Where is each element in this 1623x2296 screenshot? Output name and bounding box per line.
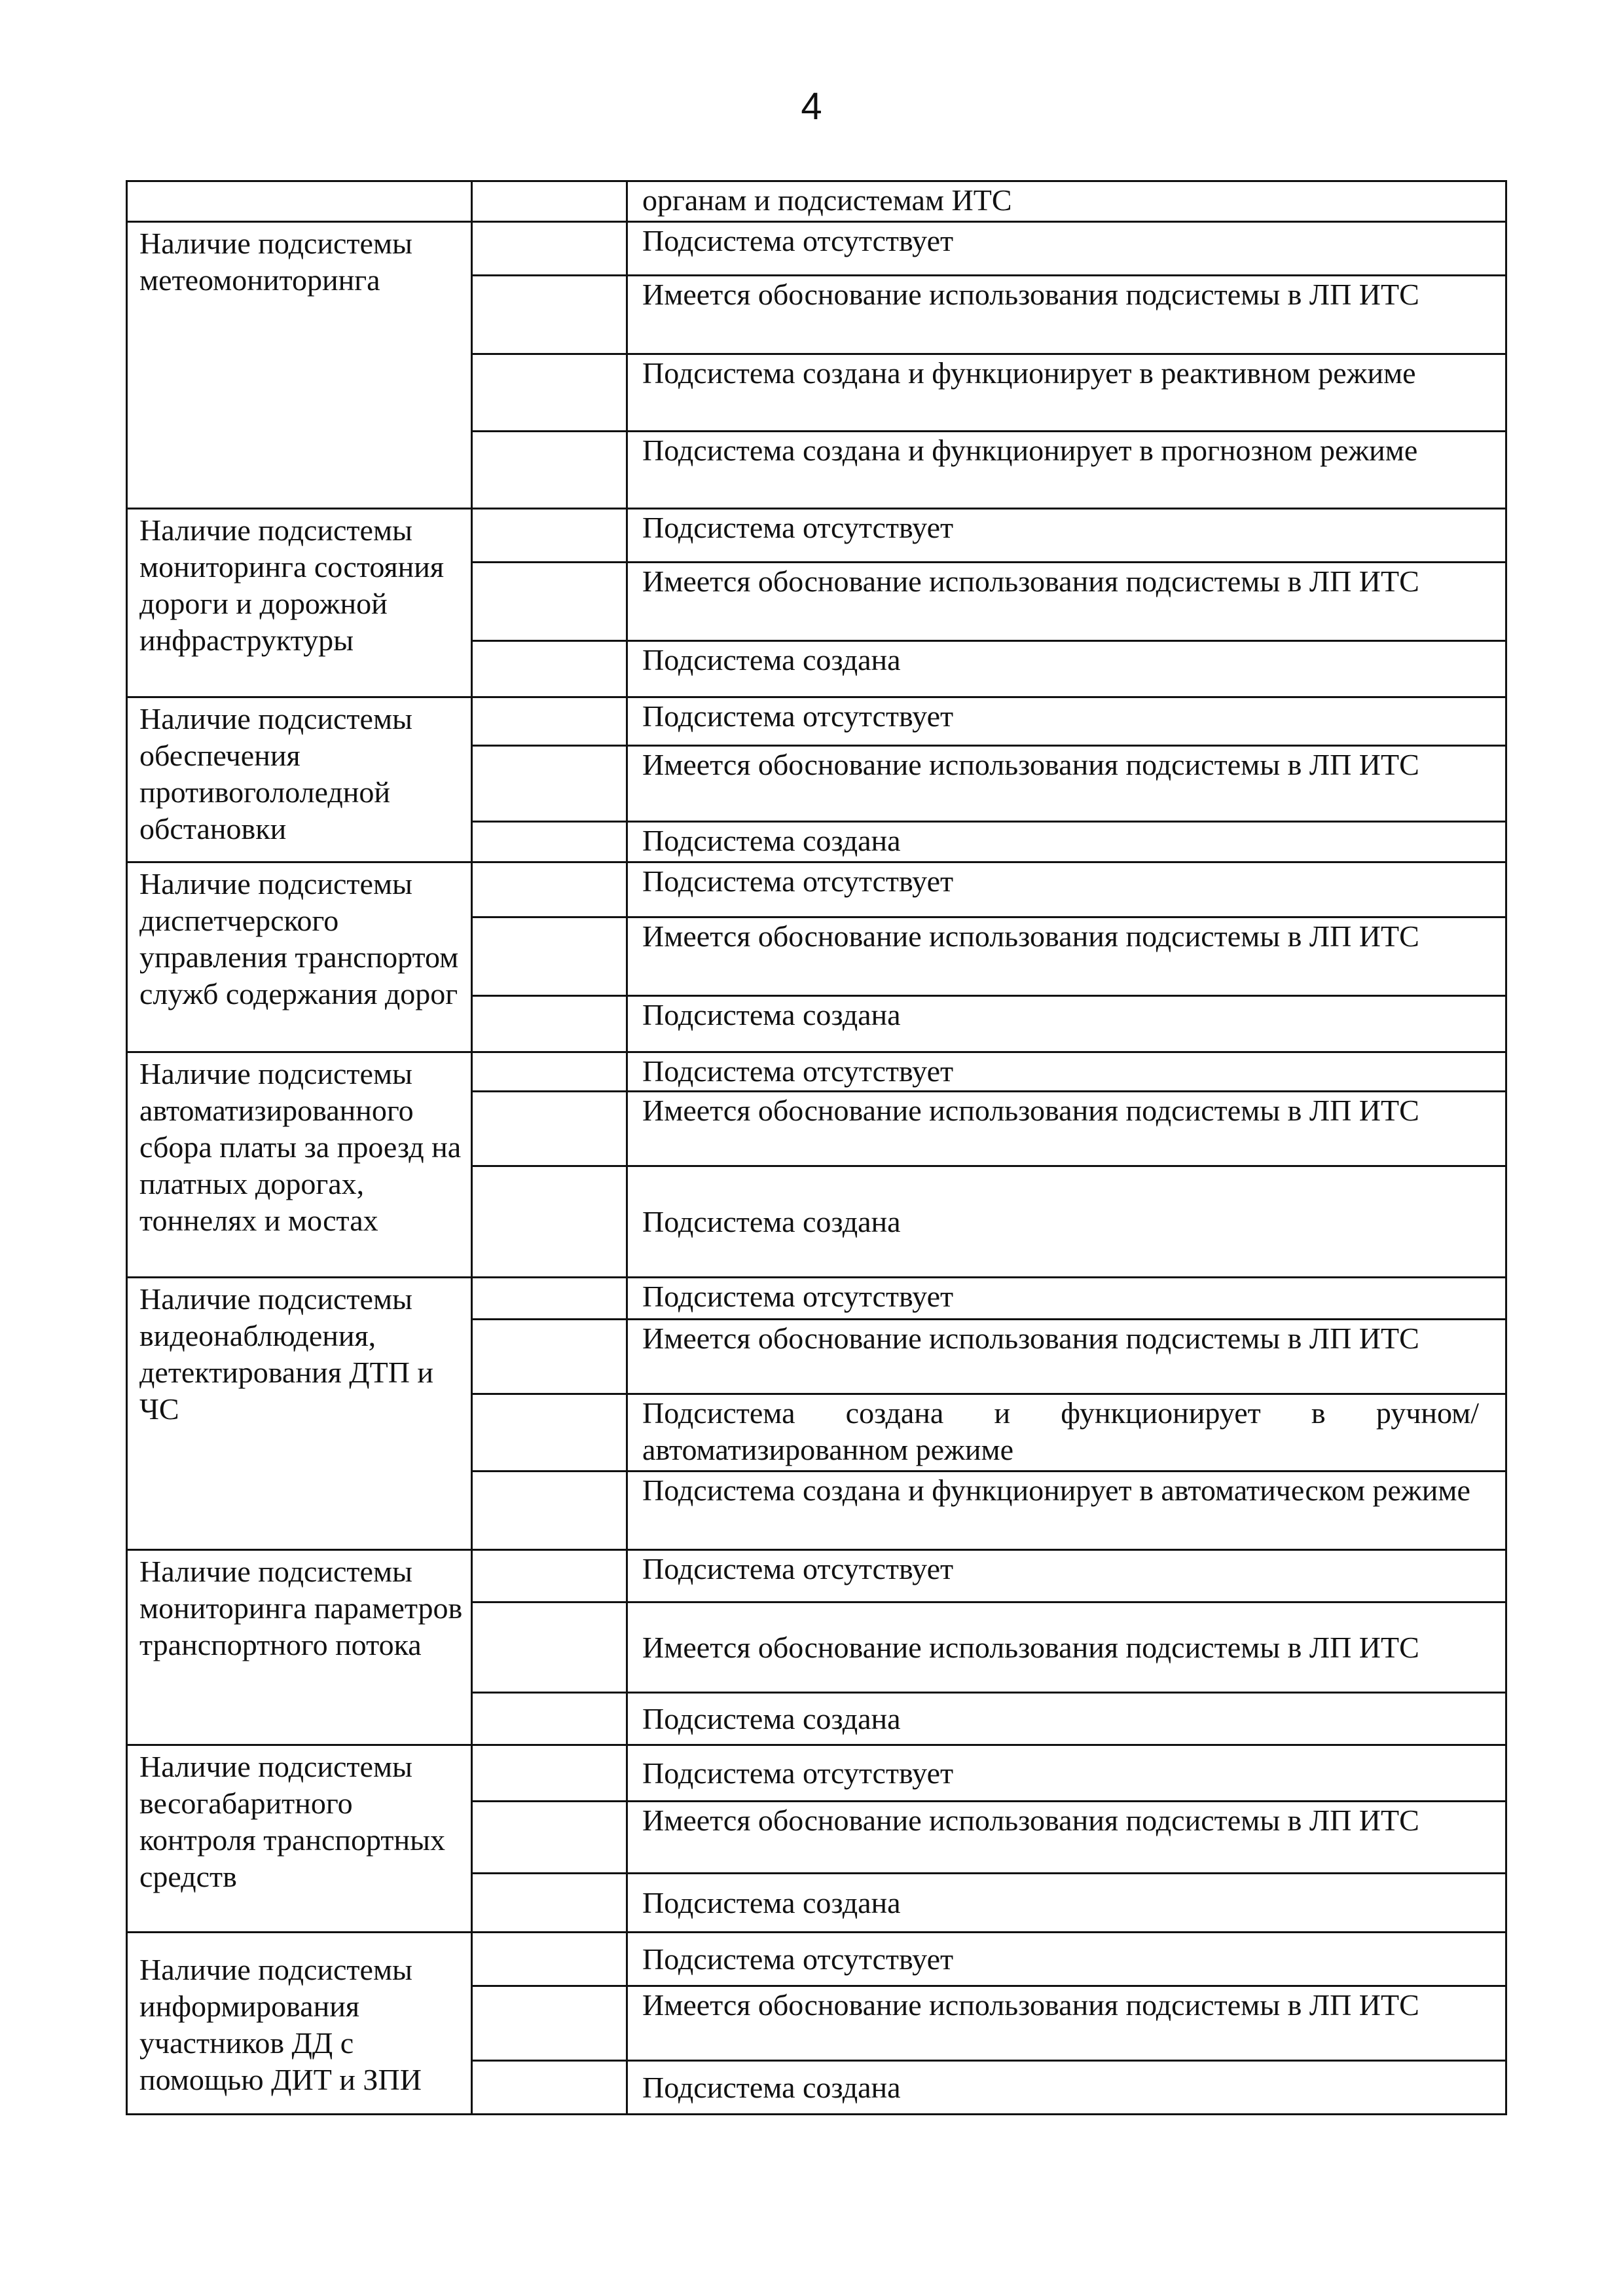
table-row (127, 181, 1506, 222)
option-text: Подсистема отсутствует (642, 1552, 954, 1585)
option-text: Подсистема отсутствует (642, 864, 954, 898)
option-cell (627, 862, 1506, 917)
criterion-name: Наличие подсистемы весогабаритного контроля транспортных средств (127, 1745, 472, 1933)
option-cell (627, 1874, 1506, 1933)
option-cell (627, 1802, 1506, 1874)
score-cell (472, 1052, 627, 1092)
option-cell (627, 917, 1506, 996)
option-cell (627, 1166, 1506, 1278)
table-row (127, 1052, 1506, 1092)
table-row (127, 697, 1506, 746)
option-text: Подсистема создана (642, 998, 901, 1031)
criterion-name: Наличие подсистемы метеомониторинга (127, 222, 472, 509)
option-text: Имеется обоснование использования подсистемы в ЛП ИТС (642, 1630, 1419, 1664)
option-cell (627, 1052, 1506, 1092)
option-text: Подсистема отсутствует (642, 224, 954, 257)
score-cell (472, 996, 627, 1052)
option-text: Подсистема отсутствует (642, 699, 954, 733)
table-row (127, 862, 1506, 917)
score-cell (472, 917, 627, 996)
option-cell (627, 1394, 1506, 1472)
table-row (127, 509, 1506, 563)
option-text: Подсистема создана и функционирует в ручном/автоматизированном режиме (642, 1396, 1479, 1466)
score-cell (472, 1602, 627, 1693)
option-cell (627, 354, 1506, 432)
criterion-name: Наличие подсистемы мониторинга состояния дороги и дорожной инфраструктуры (127, 509, 472, 697)
option-text: Подсистема отсутствует (642, 1280, 954, 1313)
criterion-name: Наличие подсистемы автоматизированного сбора платы за проезд на платных дорогах, тоннелях и мостах (127, 1052, 472, 1278)
option-cell (627, 1472, 1506, 1550)
criteria-table (126, 180, 1507, 2115)
table-row (127, 1745, 1506, 1802)
score-cell (472, 1320, 627, 1394)
score-cell (472, 432, 627, 509)
score-cell (472, 2061, 627, 2115)
criterion-name: Наличие подсистемы мониторинга параметров транспортного потока (127, 1550, 472, 1745)
table-row (127, 1278, 1506, 1320)
table-row (127, 222, 1506, 276)
option-text: Подсистема отсутствует (642, 1756, 954, 1790)
score-cell (472, 746, 627, 822)
score-cell (472, 509, 627, 563)
criterion-name-empty (127, 181, 472, 222)
score-cell (472, 1802, 627, 1874)
table-row (127, 1933, 1506, 1986)
option-text: Подсистема отсутствует (642, 1054, 954, 1088)
option-text: Имеется обоснование использования подсистемы в ЛП ИТС (642, 565, 1419, 598)
option-text: Подсистема создана (642, 824, 901, 857)
option-cell (627, 509, 1506, 563)
score-cell (472, 1092, 627, 1166)
score-cell (472, 1550, 627, 1602)
option-cell (627, 1550, 1506, 1602)
score-cell (472, 822, 627, 862)
option-text: Подсистема создана и функционирует в прогнозном режиме (642, 434, 1418, 467)
option-text: Имеется обоснование использования подсистемы в ЛП ИТС (642, 1094, 1419, 1127)
score-cell (472, 181, 627, 222)
option-text: Подсистема создана (642, 1204, 901, 1238)
option-text: Имеется обоснование использования подсистемы в ЛП ИТС (642, 1988, 1419, 2022)
option-cell (627, 1933, 1506, 1986)
option-cell (627, 563, 1506, 641)
score-cell (472, 222, 627, 276)
continuation-text: органам и подсистемам ИТС (642, 183, 1012, 217)
score-cell (472, 1472, 627, 1550)
option-cell (627, 1092, 1506, 1166)
option-text: Имеется обоснование использования подсистемы в ЛП ИТС (642, 278, 1419, 311)
option-text: Имеется обоснование использования подсистемы в ЛП ИТС (642, 919, 1419, 953)
option-cell (627, 2061, 1506, 2115)
score-cell (472, 1693, 627, 1745)
option-cell (627, 1278, 1506, 1320)
option-text: Имеется обоснование использования подсистемы в ЛП ИТС (642, 748, 1419, 781)
criterion-name: Наличие подсистемы видеонаблюдения, детектирования ДТП и ЧС (127, 1278, 472, 1550)
criterion-name: Наличие подсистемы обеспечения противогололедной обстановки (127, 697, 472, 862)
option-text: Подсистема создана и функционирует в автоматическом режиме (642, 1473, 1470, 1507)
option-text: Подсистема создана (642, 2070, 901, 2104)
option-cell (627, 746, 1506, 822)
option-text: Подсистема отсутствует (642, 511, 954, 544)
option-text: Подсистема создана (642, 1701, 901, 1735)
score-cell (472, 354, 627, 432)
page-number: 4 (801, 85, 822, 128)
option-cell (627, 432, 1506, 509)
option-text: Подсистема отсутствует (642, 1942, 954, 1976)
score-cell (472, 1933, 627, 1986)
table-row (127, 1550, 1506, 1602)
option-text: Подсистема создана (642, 1885, 901, 1919)
option-cell (627, 641, 1506, 697)
option-text: Имеется обоснование использования подсистемы в ЛП ИТС (642, 1804, 1419, 1837)
option-text: Подсистема создана и функционирует в реактивном режиме (642, 356, 1416, 390)
option-cell (627, 181, 1506, 222)
score-cell (472, 697, 627, 746)
option-cell (627, 1745, 1506, 1802)
option-cell (627, 697, 1506, 746)
score-cell (472, 1986, 627, 2061)
option-cell (627, 276, 1506, 354)
score-cell (472, 1745, 627, 1802)
score-cell (472, 563, 627, 641)
score-cell (472, 641, 627, 697)
option-cell (627, 1602, 1506, 1693)
option-cell (627, 1693, 1506, 1745)
criterion-name: Наличие подсистемы диспетчерского управления транспортом служб содержания дорог (127, 862, 472, 1052)
score-cell (472, 1278, 627, 1320)
option-cell (627, 822, 1506, 862)
score-cell (472, 862, 627, 917)
score-cell (472, 1874, 627, 1933)
score-cell (472, 1394, 627, 1472)
option-text: Имеется обоснование использования подсистемы в ЛП ИТС (642, 1322, 1419, 1355)
score-cell (472, 1166, 627, 1278)
option-cell (627, 1986, 1506, 2061)
option-cell (627, 1320, 1506, 1394)
score-cell (472, 276, 627, 354)
criterion-name: Наличие подсистемы информирования участников ДД с помощью ДИТ и ЗПИ (127, 1933, 472, 2115)
option-text: Подсистема создана (642, 643, 901, 676)
option-cell (627, 996, 1506, 1052)
option-cell (627, 222, 1506, 276)
